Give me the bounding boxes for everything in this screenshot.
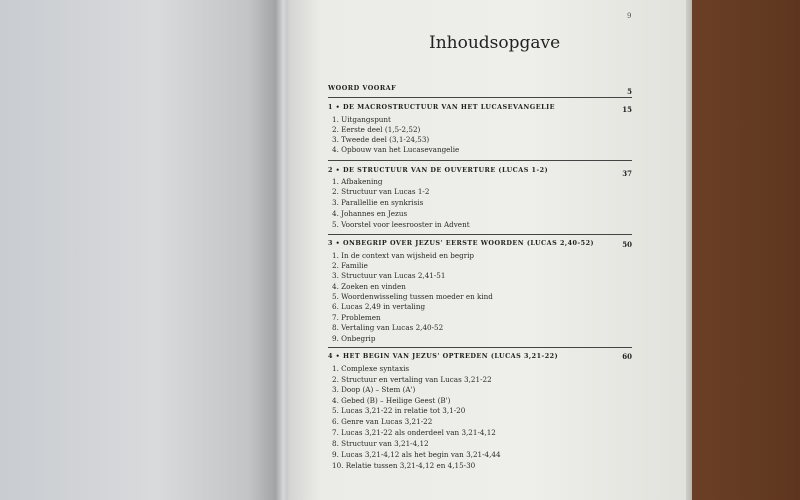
toc-section: 5. Voorstel voor leesrooster in Advent bbox=[332, 220, 470, 229]
toc-section: 10. Relatie tussen 3,21-4,12 en 4,15-30 bbox=[332, 461, 476, 470]
toc-section: 4. Zoeken en vinden bbox=[332, 282, 406, 291]
toc-section: 4. Gebed (B) – Heilige Geest (B') bbox=[332, 396, 451, 405]
toc-chapter-1: 1 • DE MACROSTRUCTUUR VAN HET LUCASEVANGELIE bbox=[328, 103, 555, 111]
toc-section: 4. Opbouw van het Lucasevangelie bbox=[332, 145, 460, 154]
toc-section: 2. Structuur van Lucas 1-2 bbox=[332, 187, 430, 196]
toc-section: 2. Eerste deel (1,5-2,52) bbox=[332, 125, 421, 134]
toc-section: 9. Onbegrip bbox=[332, 334, 376, 343]
toc-section: 1. In de context van wijsheid en begrip bbox=[332, 251, 475, 260]
toc-section: 2. Familie bbox=[332, 261, 368, 270]
toc-section: 3. Tweede deel (3,1-24,53) bbox=[332, 135, 430, 144]
toc-section: 9. Lucas 3,21-4,12 als het begin van 3,21-4,44 bbox=[332, 450, 501, 459]
toc-page-chapter-1: 15 bbox=[622, 105, 632, 114]
toc-section: 1. Afbakening bbox=[332, 177, 383, 186]
toc-section: 5. Woordenwisseling tussen moeder en kind bbox=[332, 292, 493, 301]
toc-section: 7. Problemen bbox=[332, 313, 381, 322]
left-page bbox=[0, 0, 283, 500]
toc-chapter-2: 2 • DE STRUCTUUR VAN DE OUVERTURE (LUCAS 1-2) bbox=[328, 166, 549, 174]
toc-section: 6. Lucas 2,49 in vertaling bbox=[332, 302, 426, 311]
toc-page-foreword: 5 bbox=[627, 87, 632, 96]
toc-section: 6. Genre van Lucas 3,21-22 bbox=[332, 417, 433, 426]
toc-section: 2. Structuur en vertaling van Lucas 3,21-22 bbox=[332, 375, 492, 384]
toc-page-chapter-2: 37 bbox=[622, 169, 632, 178]
toc-section: 3. Structuur van Lucas 2,41-51 bbox=[332, 271, 446, 280]
toc-section: 1. Complexe syntaxis bbox=[332, 364, 410, 373]
toc-divider bbox=[328, 97, 632, 98]
toc-divider bbox=[328, 234, 632, 235]
toc-section: 8. Vertaling van Lucas 2,40-52 bbox=[332, 323, 444, 332]
toc-page-chapter-3: 50 bbox=[622, 240, 632, 249]
toc-section: 8. Structuur van 3,21-4,12 bbox=[332, 439, 429, 448]
toc-section: 3. Doop (A) – Stem (A') bbox=[332, 385, 416, 394]
page-title: Inhoudsopgave bbox=[429, 33, 561, 53]
toc-chapter-4: 4 • HET BEGIN VAN JEZUS' OPTREDEN (LUCAS 3,21-22) bbox=[328, 352, 559, 360]
toc-section: 7. Lucas 3,21-22 als onderdeel van 3,21-4,12 bbox=[332, 428, 496, 437]
toc-chapter-3: 3 • ONBEGRIP OVER JEZUS' EERSTE WOORDEN (LUCAS 2,40-52) bbox=[328, 239, 595, 247]
page-folio: 9 bbox=[627, 12, 632, 20]
toc-divider bbox=[328, 160, 632, 161]
toc-section: 4. Johannes en Jezus bbox=[332, 209, 408, 218]
toc-page-chapter-4: 60 bbox=[622, 352, 632, 361]
toc-section: 3. Parallellie en synkrisis bbox=[332, 198, 424, 207]
toc-divider bbox=[328, 347, 632, 348]
toc-section: 5. Lucas 3,21-22 in relatie tot 3,1-20 bbox=[332, 406, 466, 415]
toc-entry-foreword: WOORD VOORAF bbox=[328, 84, 397, 92]
page-edge bbox=[686, 0, 692, 500]
toc-section: 1. Uitgangspunt bbox=[332, 115, 391, 124]
